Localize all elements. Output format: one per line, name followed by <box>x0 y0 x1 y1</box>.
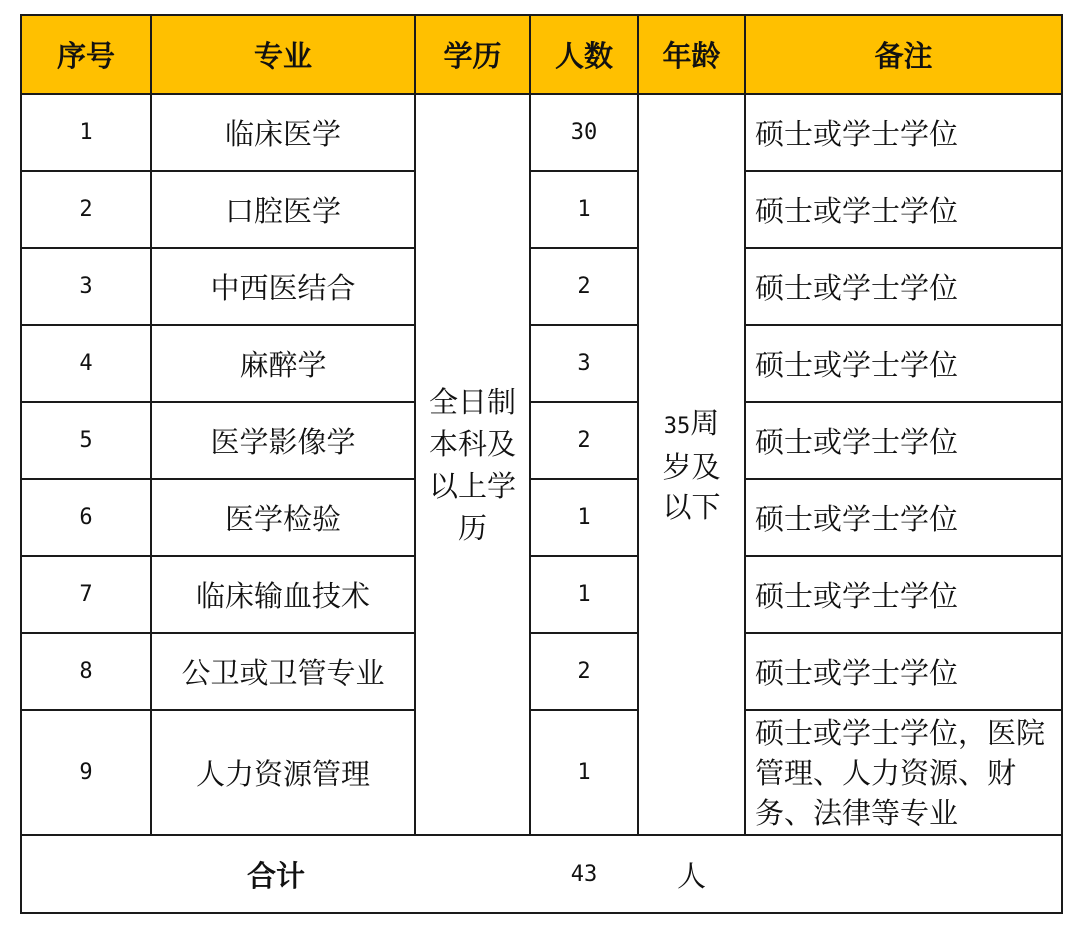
total-row <box>21 835 1062 913</box>
table-row <box>21 248 1062 325</box>
header-education: 学历 <box>415 15 530 94</box>
header-major: 专业 <box>151 15 415 94</box>
row-no: 5 <box>21 402 151 479</box>
row-no: 6 <box>21 479 151 556</box>
age-number: 35 <box>663 413 691 439</box>
row-no: 3 <box>21 248 151 325</box>
row-major: 临床输血技术 <box>151 556 415 633</box>
row-no: 7 <box>21 556 151 633</box>
total-empty <box>745 835 1062 913</box>
header-no: 序号 <box>21 15 151 94</box>
row-count: 1 <box>530 479 638 556</box>
row-no: 8 <box>21 633 151 710</box>
row-major: 公卫或卫管专业 <box>151 633 415 710</box>
row-count: 1 <box>530 556 638 633</box>
row-note: 硕士或学士学位 <box>745 171 1062 248</box>
row-count: 1 <box>530 710 638 835</box>
header-count: 人数 <box>530 15 638 94</box>
row-major: 临床医学 <box>151 94 415 171</box>
total-count: 43 <box>530 835 638 913</box>
row-no: 1 <box>21 94 151 171</box>
row-note: 硕士或学士学位 <box>745 556 1062 633</box>
table-row <box>21 171 1062 248</box>
row-major: 口腔医学 <box>151 171 415 248</box>
education-text: 全日制本科及以上学历 <box>428 384 516 545</box>
table-row <box>21 556 1062 633</box>
total-unit: 人 <box>638 835 745 913</box>
row-no: 2 <box>21 171 151 248</box>
age-text: 周岁及以下 <box>662 405 721 524</box>
age-cell <box>638 94 745 835</box>
education-cell <box>415 94 530 835</box>
row-no: 4 <box>21 325 151 402</box>
recruitment-table <box>20 14 1063 914</box>
table-row <box>21 325 1062 402</box>
table-row <box>21 710 1062 835</box>
table-row <box>21 94 1062 171</box>
row-count: 2 <box>530 248 638 325</box>
row-no: 9 <box>21 710 151 835</box>
row-count: 30 <box>530 94 638 171</box>
row-note: 硕士或学士学位 <box>745 94 1062 171</box>
row-count: 2 <box>530 402 638 479</box>
table-row <box>21 479 1062 556</box>
header-age: 年龄 <box>638 15 745 94</box>
row-note: 硕士或学士学位 <box>745 402 1062 479</box>
row-major: 人力资源管理 <box>151 710 415 835</box>
table-row <box>21 633 1062 710</box>
row-count: 1 <box>530 171 638 248</box>
row-major: 中西医结合 <box>151 248 415 325</box>
header-note: 备注 <box>745 15 1062 94</box>
total-label: 合计 <box>21 835 530 913</box>
row-count: 2 <box>530 633 638 710</box>
row-note: 硕士或学士学位 <box>745 479 1062 556</box>
row-note: 硕士或学士学位 <box>745 248 1062 325</box>
row-note: 硕士或学士学位 <box>745 633 1062 710</box>
row-major: 医学影像学 <box>151 402 415 479</box>
row-major: 医学检验 <box>151 479 415 556</box>
row-count: 3 <box>530 325 638 402</box>
row-major: 麻醉学 <box>151 325 415 402</box>
row-note: 硕士或学士学位 <box>745 325 1062 402</box>
header-row <box>21 15 1062 94</box>
row-note: 硕士或学士学位，医院管理、人力资源、财务、法律等专业 <box>745 710 1062 835</box>
table-row <box>21 402 1062 479</box>
